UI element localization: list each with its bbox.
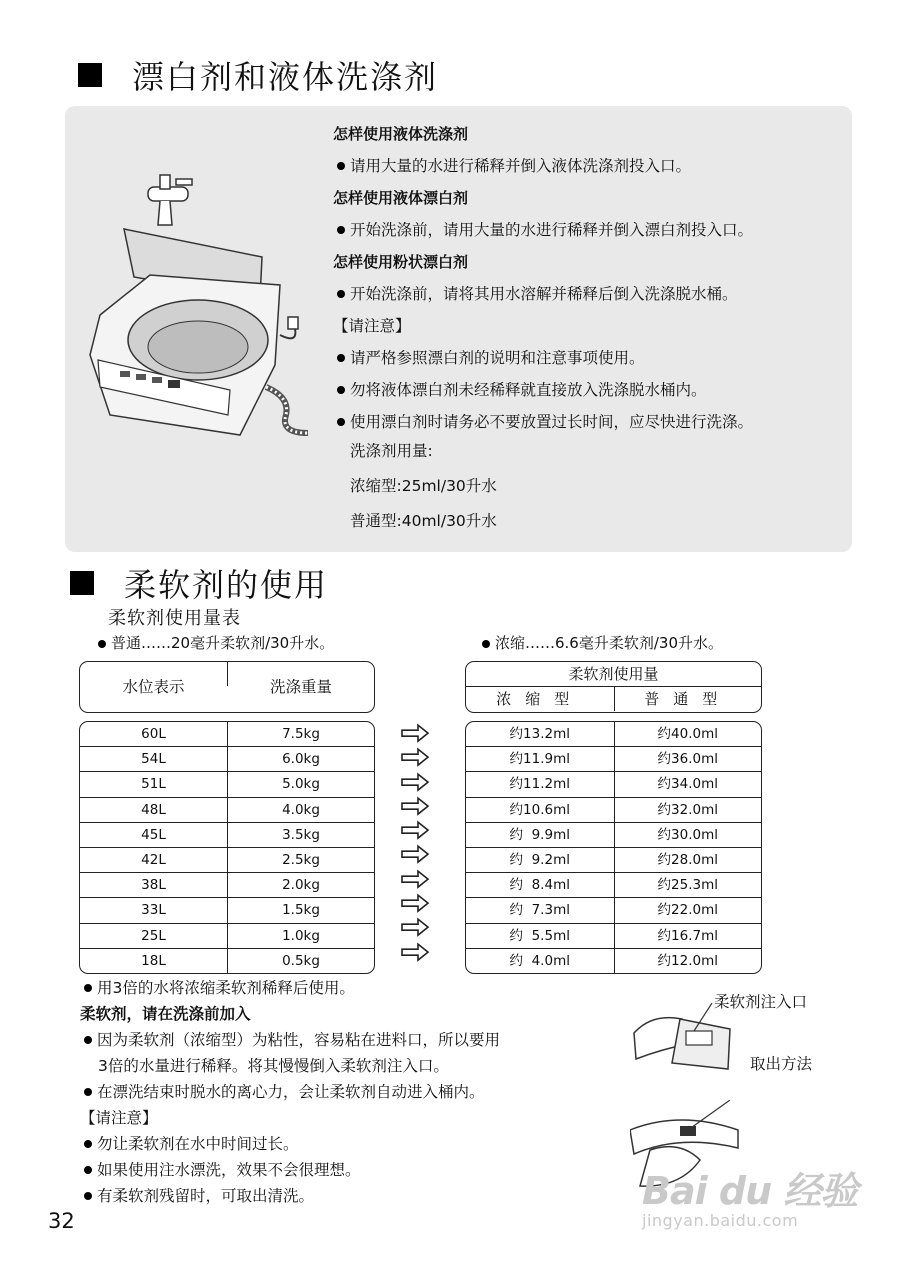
water-level-cell: 25L: [141, 927, 166, 944]
water-level-cell: 33L: [141, 902, 166, 919]
right-arrow-icon: [398, 770, 432, 794]
header-cell: 水位表示: [122, 678, 185, 696]
water-level-cell: 18L: [141, 952, 166, 969]
legend-regular: [98, 632, 334, 653]
right-arrow-icon: [398, 794, 432, 818]
guide-bullet: [333, 278, 853, 310]
caution-item: [80, 1131, 500, 1157]
heading-square-icon: [70, 571, 94, 595]
watermark-logo: Bai du 经验: [642, 1169, 858, 1213]
concentrated-amount-cell: 约11.2ml: [509, 776, 570, 793]
right-arrow-icon: [398, 842, 432, 866]
right-arrow-icon: [398, 745, 432, 769]
note-text: 因为柔软剂（浓缩型）为粘性，容易粘在进料口，所以要用: [97, 1031, 501, 1049]
regular-amount-cell: 约32.0ml: [614, 798, 762, 822]
caution-heading: 【请注意】: [80, 1109, 158, 1127]
table-row: [80, 798, 374, 823]
note-item: [80, 975, 500, 1001]
note-text: 3倍的水量进行稀释。将其慢慢倒入柔软剂注入口。: [98, 1057, 449, 1075]
left-table-header: [79, 661, 375, 713]
softener-inlet-illustration: [632, 1003, 732, 1073]
right-arrow-icon: [398, 818, 432, 842]
amount-regular: 普通型:40ml/30升水: [350, 512, 497, 530]
bullet-icon: [98, 640, 106, 648]
table-row: [80, 722, 374, 747]
concentrated-amount-cell: 约13.2ml: [509, 726, 570, 742]
bullet-icon: [337, 290, 345, 298]
section-heading-softener: [70, 560, 328, 606]
wash-weight-cell: 1.5kg: [227, 898, 374, 922]
water-level-cell: 38L: [141, 877, 166, 894]
header-cell: 洗涤重量: [227, 662, 374, 686]
caution-item: [333, 406, 853, 438]
caution-text: 勿让柔软剂在水中时间过长。: [97, 1135, 299, 1153]
section-heading-bleach: [78, 52, 438, 98]
amount-title: 洗涤剂用量:: [350, 442, 433, 460]
bullet-icon: [337, 226, 345, 234]
heading-square-icon: [78, 63, 102, 87]
washing-machine-illustration: [80, 165, 330, 455]
table-row: [466, 873, 761, 898]
softener-notes: [80, 975, 500, 1209]
detergent-amount: [350, 436, 497, 541]
regular-amount-cell: 约28.0ml: [614, 848, 762, 872]
right-table-body: [465, 721, 762, 974]
caution-item: [333, 374, 853, 406]
section-title: 漂白剂和液体洗涤剂: [132, 58, 439, 96]
bullet-icon: [84, 984, 92, 992]
note-text: 在漂洗结束时脱水的离心力，会让柔软剂自动进入桶内。: [97, 1083, 485, 1101]
concentrated-amount-cell: 约 4.0ml: [509, 952, 570, 969]
wash-weight-cell: 3.5kg: [227, 823, 374, 847]
table-row: [80, 898, 374, 923]
wash-weight-cell: 4.0kg: [227, 798, 374, 822]
guide-heading: 怎样使用液体洗涤剂: [333, 125, 469, 143]
bullet-icon: [482, 640, 490, 648]
page-number: 32: [48, 1209, 75, 1233]
bullet-icon: [337, 162, 345, 170]
table-row: [80, 949, 374, 973]
concentrated-amount-cell: 约 8.4ml: [509, 877, 570, 894]
guide-bullet-text: 开始洗涤前，请将其用水溶解并稀释后倒入洗涤脱水桶。: [350, 285, 738, 303]
guide-bullet-text: 开始洗涤前，请用大量的水进行稀释并倒入漂白剂投入口。: [350, 221, 754, 239]
caution-text: 有柔软剂残留时，可取出清洗。: [97, 1187, 315, 1205]
caution-item: [80, 1157, 500, 1183]
table-row: [80, 873, 374, 898]
bullet-icon: [84, 1166, 92, 1174]
bullet-icon: [84, 1088, 92, 1096]
bleach-guide: [333, 118, 853, 438]
wash-weight-cell: 0.5kg: [227, 949, 374, 973]
guide-bullet: [333, 214, 853, 246]
table-row: [80, 924, 374, 949]
note-item: [80, 1079, 500, 1105]
table-subtitle: 柔软剂使用量表: [108, 608, 241, 629]
guide-bullet-text: 请用大量的水进行稀释并倒入液体洗涤剂投入口。: [350, 157, 692, 175]
regular-amount-cell: 约30.0ml: [614, 823, 762, 847]
concentrated-amount-cell: 约 9.2ml: [509, 851, 570, 868]
regular-amount-cell: 约12.0ml: [614, 949, 762, 973]
regular-amount-cell: 约25.3ml: [614, 873, 762, 897]
wash-weight-cell: 2.5kg: [227, 848, 374, 872]
table-row: [466, 848, 761, 873]
water-level-cell: 45L: [141, 826, 166, 843]
right-arrow-icon: [398, 915, 432, 939]
regular-amount-cell: 约34.0ml: [614, 772, 762, 796]
right-arrow-icon: [398, 721, 432, 745]
caution-text: 请严格参照漂白剂的说明和注意事项使用。: [350, 349, 645, 367]
wash-weight-cell: 2.0kg: [227, 873, 374, 897]
right-table-header: [465, 661, 762, 713]
concentrated-amount-cell: 约 5.5ml: [509, 927, 570, 944]
arrow-column: [398, 721, 432, 964]
water-level-cell: 42L: [141, 851, 166, 868]
wash-weight-cell: 1.0kg: [227, 924, 374, 948]
header-row: [80, 662, 374, 696]
header-row: [466, 687, 761, 711]
caution-text: 如果使用注水漂洗，效果不会很理想。: [97, 1161, 361, 1179]
note-heading: 柔软剂，请在洗涤前加入: [80, 1005, 251, 1023]
legend-text: 普通……20毫升柔软剂/30升水。: [111, 634, 335, 652]
bullet-icon: [84, 1036, 92, 1044]
table-row: [466, 823, 761, 848]
bullet-icon: [337, 354, 345, 362]
table-row: [466, 722, 761, 747]
wash-weight-cell: 5.0kg: [227, 772, 374, 796]
section-title: 柔软剂的使用: [124, 566, 329, 604]
concentrated-amount-cell: 约 7.3ml: [509, 902, 570, 919]
table-row: [466, 798, 761, 823]
regular-amount-cell: 约16.7ml: [614, 924, 762, 948]
bullet-icon: [84, 1192, 92, 1200]
note-text: 用3倍的水将浓缩柔软剂稀释后使用。: [97, 979, 355, 997]
caution-text: 使用漂白剂时请务必不要放置过长时间，应尽快进行洗涤。: [350, 413, 754, 431]
legend-text: 浓缩……6.6毫升柔软剂/30升水。: [495, 634, 723, 652]
right-arrow-icon: [398, 867, 432, 891]
guide-bullet: [333, 150, 853, 182]
concentrated-amount-cell: 约10.6ml: [509, 801, 570, 818]
concentrated-amount-cell: 约 9.9ml: [509, 826, 570, 843]
guide-heading: 怎样使用粉状漂白剂: [333, 253, 469, 271]
regular-amount-cell: 约40.0ml: [614, 722, 762, 746]
water-level-cell: 60L: [141, 726, 166, 742]
right-arrow-icon: [398, 891, 432, 915]
regular-amount-cell: 约22.0ml: [614, 898, 762, 922]
regular-amount-cell: 约36.0ml: [614, 747, 762, 771]
bullet-icon: [337, 386, 345, 394]
table-row: [466, 898, 761, 923]
table-row: [466, 747, 761, 772]
water-level-cell: 51L: [141, 776, 166, 793]
table-row: [80, 823, 374, 848]
wash-weight-cell: 6.0kg: [227, 747, 374, 771]
water-level-cell: 54L: [141, 751, 166, 768]
bullet-icon: [337, 418, 345, 426]
amount-concentrated: 浓缩型:25ml/30升水: [350, 477, 497, 495]
removal-label: 取出方法: [750, 1055, 813, 1073]
table-row: [80, 747, 374, 772]
guide-heading: 怎样使用液体漂白剂: [333, 189, 469, 207]
inlet-label: 柔软剂注入口: [714, 993, 808, 1011]
bullet-icon: [84, 1140, 92, 1148]
baidu-watermark: [642, 1160, 857, 1230]
caution-text: 勿将液体漂白剂未经稀释就直接放入洗涤脱水桶内。: [350, 381, 707, 399]
watermark-url: jingyan.baidu.com: [642, 1211, 799, 1230]
header-cell: 普通型: [614, 687, 762, 711]
left-table-body: [79, 721, 375, 974]
concentrated-amount-cell: 约11.9ml: [509, 751, 570, 768]
header-cell: 浓缩型: [496, 690, 584, 708]
right-arrow-icon: [398, 940, 432, 964]
table-row: [80, 772, 374, 797]
table-row: [80, 848, 374, 873]
water-level-cell: 48L: [141, 801, 166, 818]
caution-heading: 【请注意】: [333, 317, 411, 335]
wash-weight-cell: 7.5kg: [227, 722, 374, 746]
table-row: [466, 924, 761, 949]
header-title: 柔软剂使用量: [466, 662, 761, 687]
caution-item: [80, 1183, 500, 1209]
legend-concentrated: [482, 632, 723, 653]
note-item: [80, 1027, 500, 1053]
table-row: [466, 772, 761, 797]
table-row: [466, 949, 761, 973]
caution-item: [333, 342, 853, 374]
